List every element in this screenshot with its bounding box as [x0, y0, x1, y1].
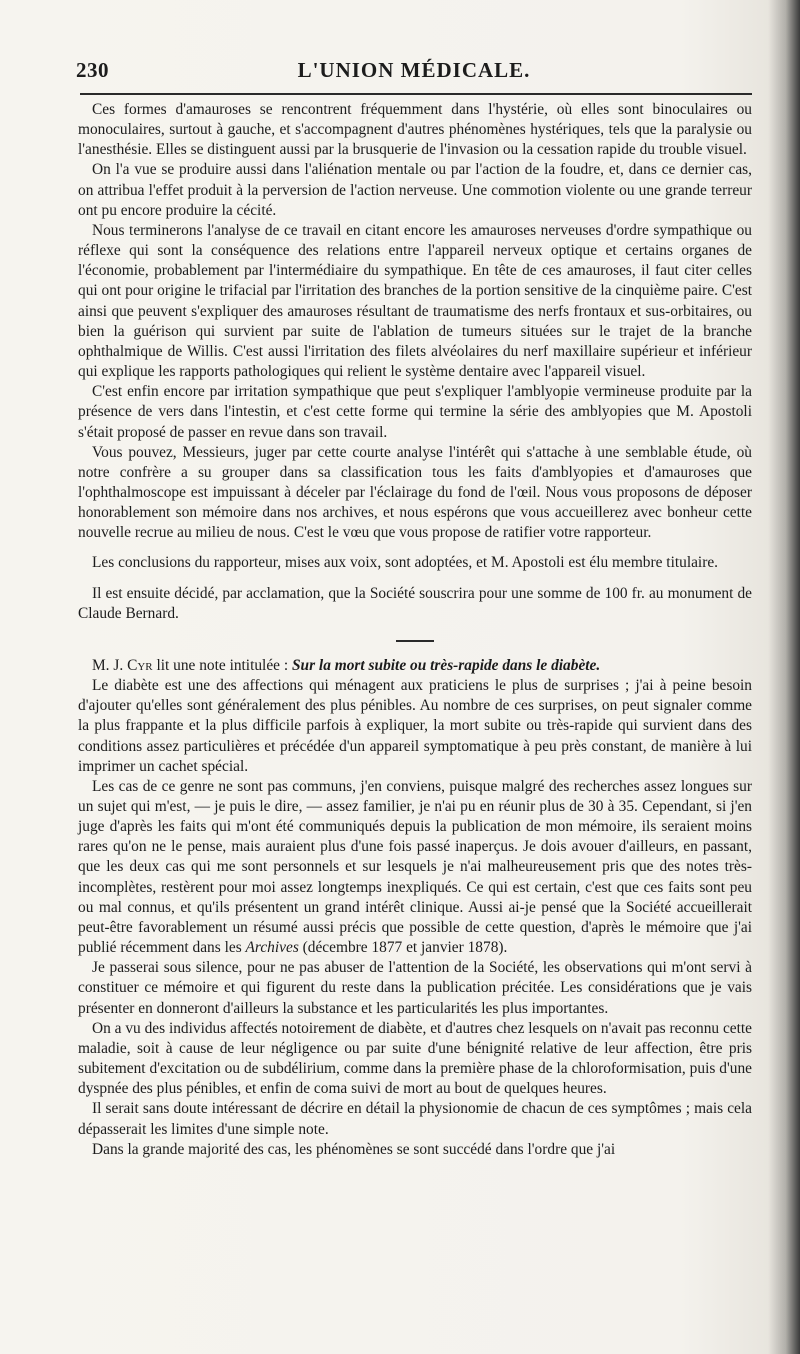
paragraph: C'est enfin encore par irritation sympathique que peut s'expliquer l'amblyopie vermineuse produite par la présence de vers dans l'intestin, et c'est cette forme qui termine la série des amblyopies que M. Apostoli s'était proposé de passer en revue dans son travail.: [78, 383, 752, 441]
note-announcement: [78, 656, 752, 676]
page-header: [76, 58, 752, 90]
page-number: 230: [76, 58, 109, 82]
paragraph-text: (décembre 1877 et janvier 1878).: [298, 939, 508, 957]
paragraph: Je passerai sous silence, pour ne pas abuser de l'attention de la Société, les observations qui m'ont servi à constituer ce mémoire et qui figurent du reste dans la publication précitée. Les considérations que je vais présenter en donneront d'ailleurs la substance et les particularités les plus importantes.: [78, 959, 752, 1017]
paragraph: Vous pouvez, Messieurs, juger par cette courte analyse l'intérêt qui s'attache à une semblable étude, où notre confrère a su grouper dans sa classification tous les faits d'amblyopies et d'amauroses que l'ophthalmoscope est impuissant à déceler par l'éclairage du fond de l'œil. Nous vous proposons de déposer honorablement son mémoire dans nos archives, et nous espérons que vous accueillerez avec bonheur cette nouvelle recrue au milieu de nous. C'est le vœu que vous propose de ratifier votre rapporteur.: [78, 443, 752, 542]
paragraph-conclusion: Les conclusions du rapporteur, mises aux voix, sont adoptées, et M. Apostoli est élu membre titulaire.: [92, 554, 719, 572]
section-divider: [396, 640, 434, 642]
paragraph: Ces formes d'amauroses se rencontrent fréquemment dans l'hystérie, où elles sont binoculaires ou monoculaires, surtout à gauche, et s'accompagnent d'autres phénomènes hystériques, tels que la paralysie ou l'anesthésie. Elles se distinguent aussi par la brusquerie de l'invasion ou la cessation rapide du trouble visuel.: [78, 101, 752, 159]
paragraph: On a vu des individus affectés notoirement de diabète, et d'autres chez lesquels on n'avait pas reconnu cette maladie, soit à cause de leur négligence ou par suite d'une bénignité relative de leur affection, être pris subitement d'excitation ou de subdélirium, comme dans la première phase de la chloroformisation, puis d'une dyspnée des plus pénibles, et enfin de coma suivi de mort au bout de quelques heures.: [78, 1019, 752, 1098]
announcement-text: lit une note intitulée :: [152, 656, 292, 674]
book-spine-shadow: [768, 0, 800, 1354]
paragraph-decision: Il est ensuite décidé, par acclamation, que la Société souscrira pour une somme de 100 fr. au monument de Claude Bernard.: [78, 584, 752, 622]
paragraph: On l'a vue se produire aussi dans l'aliénation mentale ou par l'action de la foudre, et, dans ce dernier cas, on attribua l'effet produit à la perversion de l'action nerveuse. Une commotion violente ou une grande terreur ont pu encore produire la cécité.: [78, 161, 752, 219]
paragraph: Le diabète est une des affections qui ménagent aux praticiens le plus de surprises ; j'ai à peine besoin d'ajouter qu'elles sont généralement des plus pénibles. Au nombre de ces surprises, on peut signaler comme la plus frappante et la plus difficile parfois à expliquer, la mort subite ou très-rapide qui survient dans des conditions assez particulières et précédée d'un appareil symptomatique à peu près constant, de manière à lui imprimer un cachet spécial.: [78, 677, 752, 775]
paragraph: Nous terminerons l'analyse de ce travail en citant encore les amauroses nerveuses d'ordre sympathique ou réflexe qui sont la conséquence des relations entre l'appareil nerveux optique et certains organes de l'économie, probablement par l'intermédiaire du sympathique. En tête de ces amauroses, il faut citer celles qui ont pour origine le trifacial par l'irritation des branches de la portion sensitive de la cinquième paire. C'est ainsi que peuvent s'expliquer des amauroses résultant de traumatisme des nerfs frontaux et sus-orbitaires, ou bien la guérison qui survient par suite de l'ablation de tumeurs situées sur le trajet de la branche ophthalmique de Willis. C'est aussi l'irritation des filets alvéolaires du nerf maxillaire supérieur et inférieur qui explique les rapports pathologiques qui relient le système dentaire avec l'appareil visuel.: [78, 221, 752, 381]
running-title: L'UNION MÉDICALE.: [297, 58, 531, 82]
paragraph-text: Les cas de ce genre ne sont pas communs, j'en conviens, puisque malgré des recherches assez longues sur un sujet qui m'est, — je puis le dire, — assez familier, je n'ai pu en réunir plus de 30 à 35. Cependant, si j'en juge d'après les faits qui m'ont été communiqués depuis la publication de mon mémoire, ils seraient moins rares qu'on ne le pense, mais auraient plus d'une fois passé inaperçus. Je dois avouer d'ailleurs, en passant, que les deux cas qui me sont personnels et sur lesquels je n'ai malheureusement pris que des notes très-incomplètes, restèrent pour moi assez longtemps inexpliqués. Ce qui est certain, c'est que ces faits sont peu ou mal connus, et qu'ils présentent un grand intérêt clinique. Aussi ai-je pensé que la Société accueillerait peut-être favorablement un résumé aussi précis que possible de cette question, d'après le mémoire que j'ai publié récemment dans les: [78, 777, 752, 957]
article-body: [78, 100, 752, 1160]
journal-name: Archives: [245, 939, 299, 957]
header-rule: [80, 93, 752, 95]
author-name: M. J. Cyr: [92, 656, 153, 674]
note-title: Sur la mort subite ou très-rapide dans le diabète.: [291, 656, 601, 674]
paragraph: Dans la grande majorité des cas, les phénomènes se sont succédé dans l'ordre que j'ai: [92, 1140, 616, 1158]
paragraph: [78, 777, 752, 958]
paragraph: Il serait sans doute intéressant de décrire en détail la physionomie de chacun de ces symptômes ; mais cela dépasserait les limites d'une simple note.: [78, 1100, 752, 1138]
